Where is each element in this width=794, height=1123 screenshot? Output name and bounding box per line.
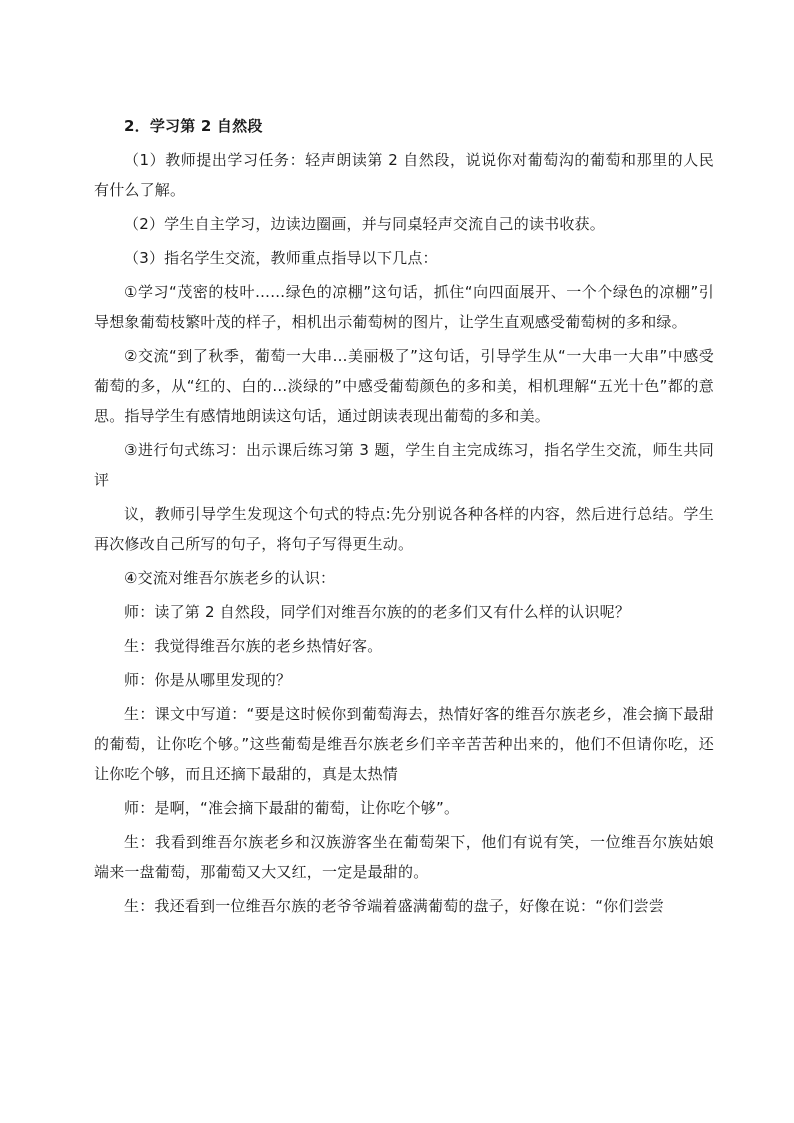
paragraph-point-3-continued: 议，教师引导学生发现这个句式的特点:先分别说各种各样的内容，然后进行总结。学生再次修改自己所写的句子，将句子写得更生动。 [94,505,714,553]
dialogue-student-1: 生：我觉得维吾尔族的老乡热情好客。 [124,637,383,655]
dialogue-student-2: 生：课文中写道：“要是这时候你到葡萄海去，热情好客的维吾尔族老乡，准会摘下最甜的葡萄，让你吃个够。”这些葡萄是维吾尔族老乡们辛辛苦苦种出来的，他们不但请你吃，还让你吃个够，而且还摘下最甜的，真是太热情 [94,705,714,783]
paragraph-point-1: ①学习“茂密的枝叶……绿色的凉棚”这句话，抓住“向四面展开、一个个绿色的凉棚”引导想象葡萄枝繁叶茂的样子，相机出示葡萄树的图片，让学生直观感受葡萄树的多和绿。 [94,283,714,331]
dialogue-student-3: 生：我看到维吾尔族老乡和汉族游客坐在葡萄架下，他们有说有笑，一位维吾尔族姑娘端来一盘葡萄，那葡萄又大又红，一定是最甜的。 [94,833,714,881]
document-body [94,111,714,925]
paragraph-point-4: ④交流对维吾尔族老乡的认识： [124,569,336,587]
paragraph-point-3: ③进行句式练习：出示课后练习第 3 题，学生自主完成练习，指名学生交流，师生共同评 [94,441,714,489]
section-heading: 2．学习第 2 自然段 [124,117,263,135]
paragraph-task-1: （1）教师提出学习任务：轻声朗读第 2 自然段，说说你对葡萄沟的葡萄和那里的人民有什么了解。 [94,151,714,199]
paragraph-task-3: （3）指名学生交流，教师重点指导以下几点： [124,249,438,267]
paragraph-point-2: ②交流“到了秋季，葡萄一大串…美丽极了”这句话，引导学生从“一大串一大串”中感受葡萄的多，从“红的、白的…淡绿的”中感受葡萄颜色的多和美，相机理解“五光十色”都的意思。指导学生有感情地朗读这句话，通过朗读表现出葡萄的多和美。 [94,347,714,425]
dialogue-teacher-2: 师：你是从哪里发现的？ [124,671,292,689]
dialogue-teacher-3: 师：是啊，“准会摘下最甜的葡萄，让你吃个够”。 [124,799,460,817]
dialogue-student-4: 生：我还看到一位维吾尔族的老爷爷端着盛满葡萄的盘子，好像在说：“你们尝尝 [124,897,664,915]
paragraph-task-2: （2）学生自主学习，边读边圈画，并与同桌轻声交流自己的读书收获。 [124,215,605,233]
dialogue-teacher-1: 师：读了第 2 自然段，同学们对维吾尔族的的老多们又有什么样的认识呢？ [124,603,631,621]
